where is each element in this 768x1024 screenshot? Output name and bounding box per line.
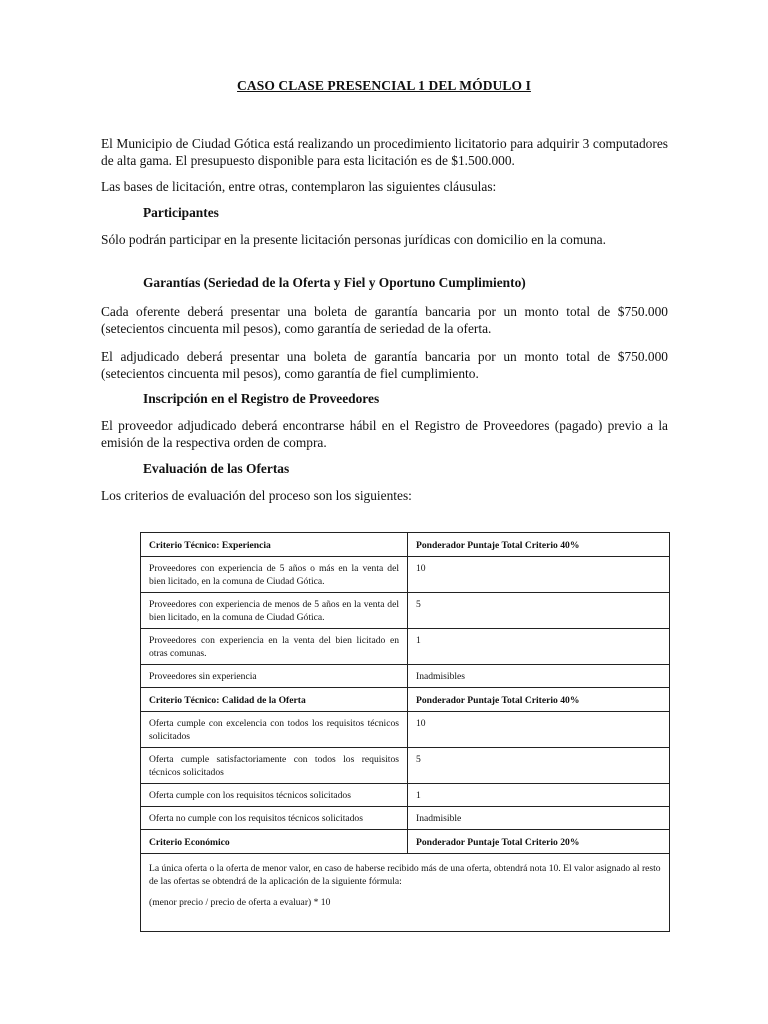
garantia-seriedad-text: Cada oferente deberá presentar una boleta de garantía bancaria por un monto total de $750.000 (setecientos cincuenta mil pesos), como garantía de seriedad de la oferta. — [101, 304, 668, 336]
criterion-cell: Proveedores con experiencia en la venta del bien licitado en otras comunas. — [141, 629, 408, 665]
garantia-cumplimiento-text: El adjudicado deberá presentar una boleta de garantía bancaria por un monto total de $750.000 (setecientos cincuenta mil pesos), como garantía de fiel cumplimiento. — [101, 349, 668, 381]
criterion-cell: Proveedores con experiencia de 5 años o más en la venta del bien licitado, en la comuna de Ciudad Gótica. — [141, 557, 408, 593]
registro-heading: Inscripción en el Registro de Proveedores — [143, 391, 380, 406]
table-row — [141, 784, 670, 807]
economico-description-cell — [141, 854, 670, 932]
economico-formula: (menor precio / precio de oferta a evaluar) * 10 — [149, 897, 331, 908]
table-row — [141, 593, 670, 629]
table-row — [141, 807, 670, 830]
registro-text: El proveedor adjudicado deberá encontrarse hábil en el Registro de Proveedores (pagado) previo a la emisión de la respectiva orden de compra. — [101, 418, 668, 450]
evaluacion-heading: Evaluación de las Ofertas — [143, 461, 290, 476]
score-cell: Inadmisibles — [408, 665, 670, 688]
economico-header: Criterio Económico — [141, 830, 408, 854]
evaluacion-text: Los criterios de evaluación del proceso son los siguientes: — [101, 488, 412, 503]
economico-text: La única oferta o la oferta de menor valor, en caso de haberse recibido más de una oferta, obtendrá nota 10. El valor asignado al resto de las ofertas se obtendrá de la aplicación de la siguiente fórmula: — [149, 863, 661, 887]
score-cell: 10 — [408, 712, 670, 748]
criterion-cell: Proveedores sin experiencia — [141, 665, 408, 688]
criterion-cell: Proveedores con experiencia de menos de 5 años en la venta del bien licitado, en la comuna de Ciudad Gótica. — [141, 593, 408, 629]
table-header-row — [141, 533, 670, 557]
score-cell: 5 — [408, 748, 670, 784]
table-header-row — [141, 688, 670, 712]
document-title: CASO CLASE PRESENCIAL 1 DEL MÓDULO I — [237, 78, 531, 93]
intro-paragraph: El Municipio de Ciudad Gótica está realizando un procedimiento licitatorio para adquirir 3 computadores de alta gama. El presupuesto disponible para esta licitación es de $1.500.000. — [101, 136, 668, 168]
score-cell: 1 — [408, 784, 670, 807]
score-cell: 10 — [408, 557, 670, 593]
criterion-cell: Oferta cumple con los requisitos técnicos solicitados — [141, 784, 408, 807]
score-cell: 5 — [408, 593, 670, 629]
economico-weight: Ponderador Puntaje Total Criterio 20% — [408, 830, 670, 854]
calidad-header: Criterio Técnico: Calidad de la Oferta — [141, 688, 408, 712]
table-row — [141, 748, 670, 784]
participantes-text: Sólo podrán participar en la presente licitación personas jurídicas con domicilio en la comuna. — [101, 232, 606, 247]
score-cell: 1 — [408, 629, 670, 665]
criterion-cell: Oferta no cumple con los requisitos técnicos solicitados — [141, 807, 408, 830]
criterion-cell: Oferta cumple con excelencia con todos los requisitos técnicos solicitados — [141, 712, 408, 748]
experiencia-header: Criterio Técnico: Experiencia — [141, 533, 408, 557]
evaluation-criteria-table — [140, 532, 670, 932]
table-row — [141, 712, 670, 748]
garantias-heading: Garantías (Seriedad de la Oferta y Fiel y Oportuno Cumplimiento) — [143, 275, 526, 290]
table-row — [141, 557, 670, 593]
intro-clauses-paragraph: Las bases de licitación, entre otras, contemplaron las siguientes cláusulas: — [101, 179, 497, 194]
participantes-heading: Participantes — [143, 205, 219, 220]
experiencia-weight: Ponderador Puntaje Total Criterio 40% — [408, 533, 670, 557]
calidad-weight: Ponderador Puntaje Total Criterio 40% — [408, 688, 670, 712]
score-cell: Inadmisible — [408, 807, 670, 830]
table-row — [141, 665, 670, 688]
table-row — [141, 854, 670, 932]
table-row — [141, 629, 670, 665]
criterion-cell: Oferta cumple satisfactoriamente con todos los requisitos técnicos solicitados — [141, 748, 408, 784]
table-header-row — [141, 830, 670, 854]
